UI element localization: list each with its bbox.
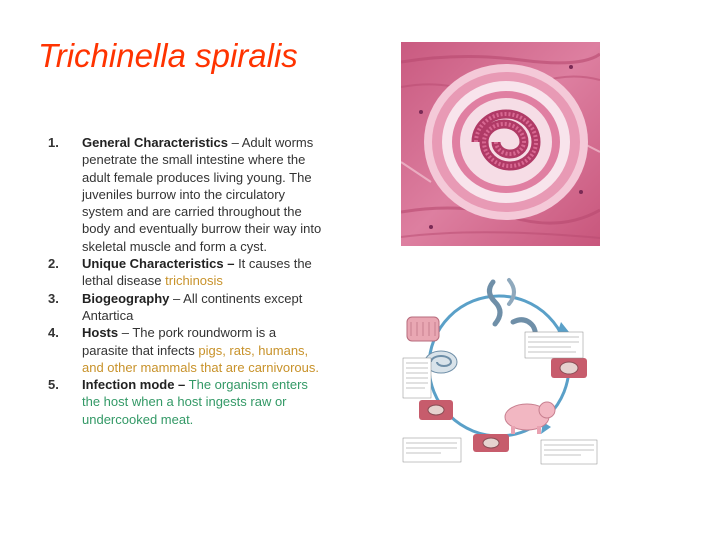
item-heading: Biogeography	[82, 290, 170, 306]
item-number: 1.	[48, 135, 59, 150]
item-highlight: pigs, rats, humans, and other mammals that are carnivorous.	[82, 342, 319, 375]
item-heading: Hosts	[82, 325, 119, 341]
life-cycle-graphic	[401, 262, 600, 470]
item-body: It causes the lethal disease	[82, 256, 312, 289]
item-number: 5.	[48, 377, 59, 393]
item-separator: –	[227, 135, 242, 150]
item-body: – The pork roundworm is a parasite that infects	[82, 325, 277, 358]
item-heading: Unique Characteristics –	[82, 256, 235, 272]
list-item	[48, 324, 323, 376]
item-body: Adult worms penetrate the small intestine where the adult female produces living young. The juveniles burrow into the circulatory system and are carried throughout the body and eventually burrow their way into skeletal muscle and form a cyst.	[82, 135, 322, 254]
list-item	[48, 290, 323, 325]
item-body: The organism enters the host when a host ingests raw or undercooked meat.	[82, 377, 308, 427]
list-item	[48, 134, 323, 255]
list-item	[48, 376, 323, 428]
cyst-micrograph-image	[401, 42, 600, 246]
item-number: 2.	[48, 256, 59, 272]
item-number: 3.	[48, 290, 59, 306]
item-body: – All continents except Antartica	[82, 290, 303, 323]
item-heading: Infection mode –	[82, 377, 186, 393]
item-heading: General Characteristics	[82, 135, 228, 150]
cyst-micrograph-graphic	[401, 42, 600, 246]
item-number: 4.	[48, 325, 59, 341]
item-highlight: trichinosis	[165, 273, 223, 289]
life-cycle-diagram	[401, 262, 600, 470]
slide-title: Trichinella spiralis	[38, 37, 298, 74]
list-item	[48, 255, 323, 290]
characteristics-list	[48, 134, 323, 428]
